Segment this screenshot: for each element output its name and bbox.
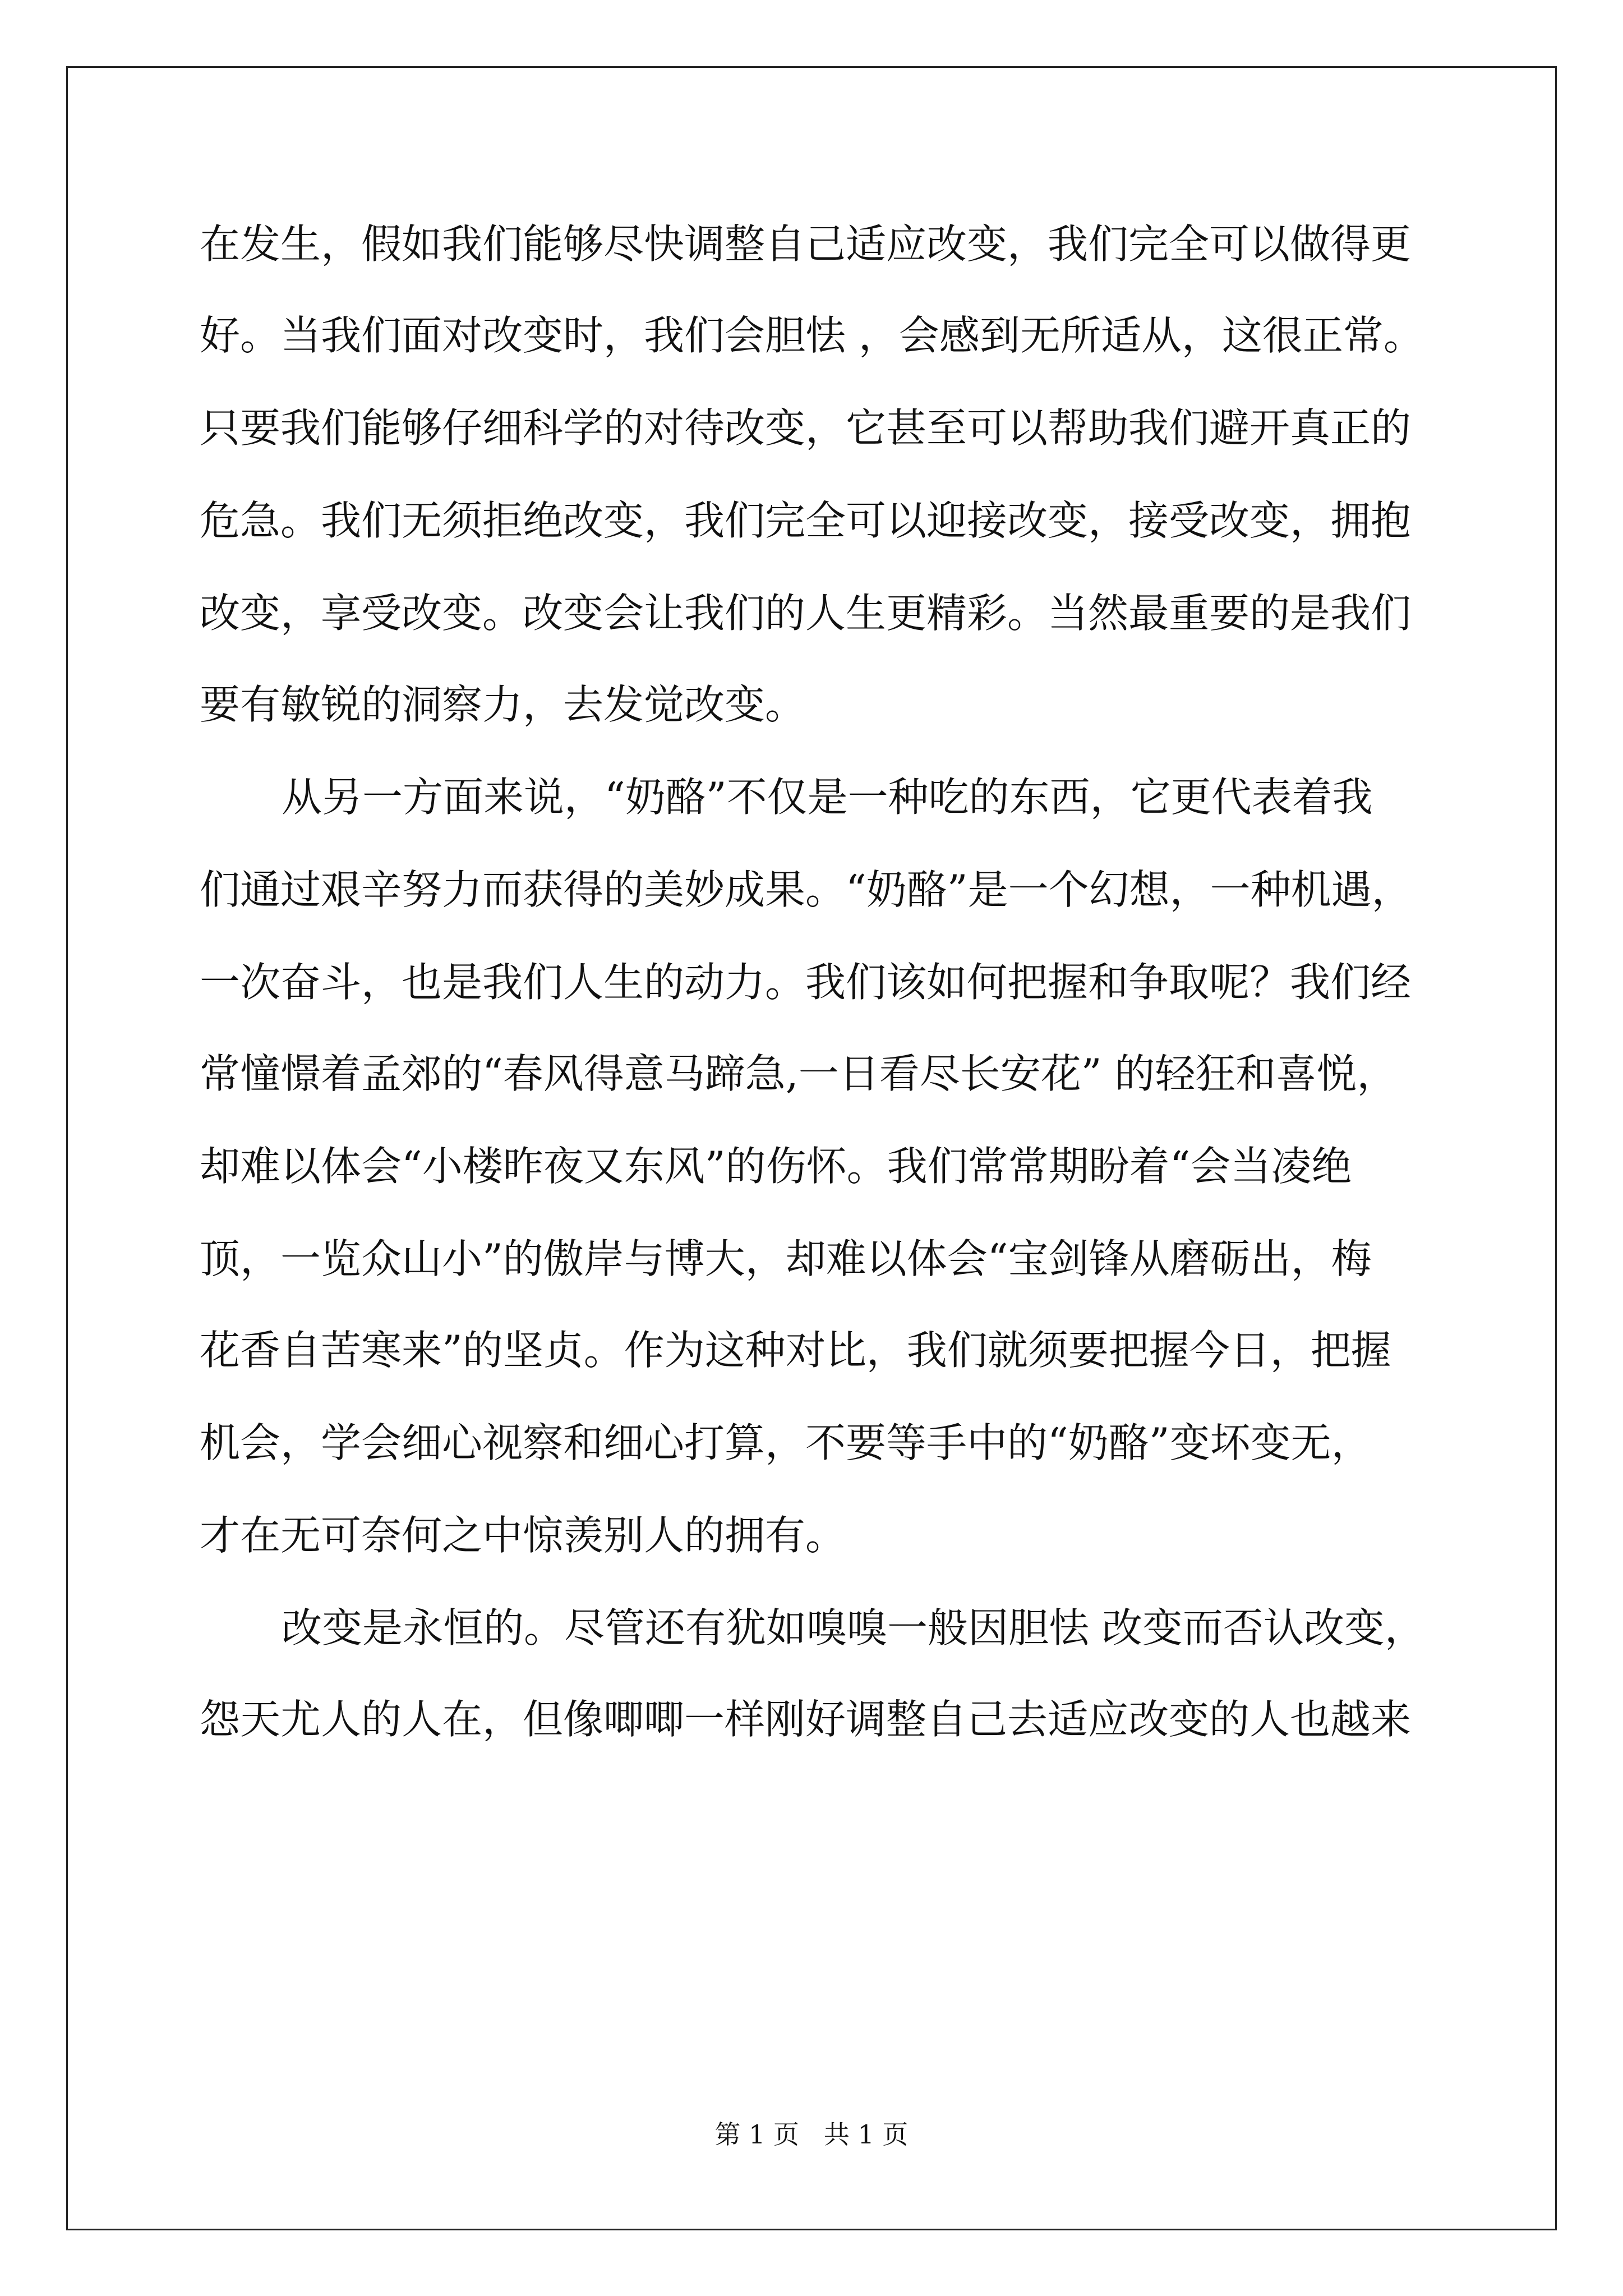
text-line: 一次奋斗，也是我们人生的动力。我们该如何把握和争取呢？我们经 — [200, 959, 1412, 1006]
text-line: 机会，学会细心视察和细心打算，不要等手中的“奶酪”变坏变无， — [200, 1419, 1372, 1466]
page-number: 第 1 页 共 1 页 — [714, 2119, 909, 2150]
text-line: 要有敏锐的洞察力，去发觉改变。 — [200, 681, 806, 728]
text-line: 花香自苦寒来”的坚贞。作为这种对比，我们就须要把握今日，把握 — [200, 1327, 1391, 1374]
text-line: 只要我们能够仔细科学的对待改变，它甚至可以帮助我们避开真正的 — [200, 404, 1412, 452]
text-line: 顶，一览众山小”的傲岸与博大，却难以体会“宝剑锋从磨砺出，梅 — [200, 1235, 1372, 1282]
text-line: 危急。我们无须拒绝改变，我们完全可以迎接改变，接受改变，拥抱 — [200, 497, 1412, 544]
text-line: 才在无可奈何之中惊羡别人的拥有。 — [200, 1512, 846, 1559]
text-line: 改变，享受改变。改变会让我们的人生更精彩。当然最重要的是我们 — [200, 590, 1412, 637]
text-line: 在发生，假如我们能够尽快调整自己适应改变，我们完全可以做得更 — [200, 220, 1412, 268]
text-line: 常憧憬着孟郊的“春风得意马蹄急,一日看尽长安花” 的轻狂和喜悦， — [200, 1050, 1398, 1097]
text-line: 从另一方面来说，“奶酪”不仅是一种吃的东西，它更代表着我 — [282, 774, 1373, 821]
text-line: 怨天尤人的人在，但像唧唧一样刚好调整自己去适应改变的人也越来 — [200, 1696, 1412, 1743]
text-line: 好。当我们面对改变时，我们会胆怯 ，会感到无所适从，这很正常。 — [200, 312, 1424, 359]
text-line: 们通过艰辛努力而获得的美妙成果。“奶酪”是一个幻想，一种机遇， — [200, 866, 1412, 913]
text-line: 改变是永恒的。尽管还有犹如嗅嗅一般因胆怯 改变而否认改变， — [282, 1604, 1425, 1651]
text-line: 却难以体会“小楼昨夜又东风”的伤怀。我们常常期盼着“会当凌绝 — [200, 1143, 1352, 1190]
